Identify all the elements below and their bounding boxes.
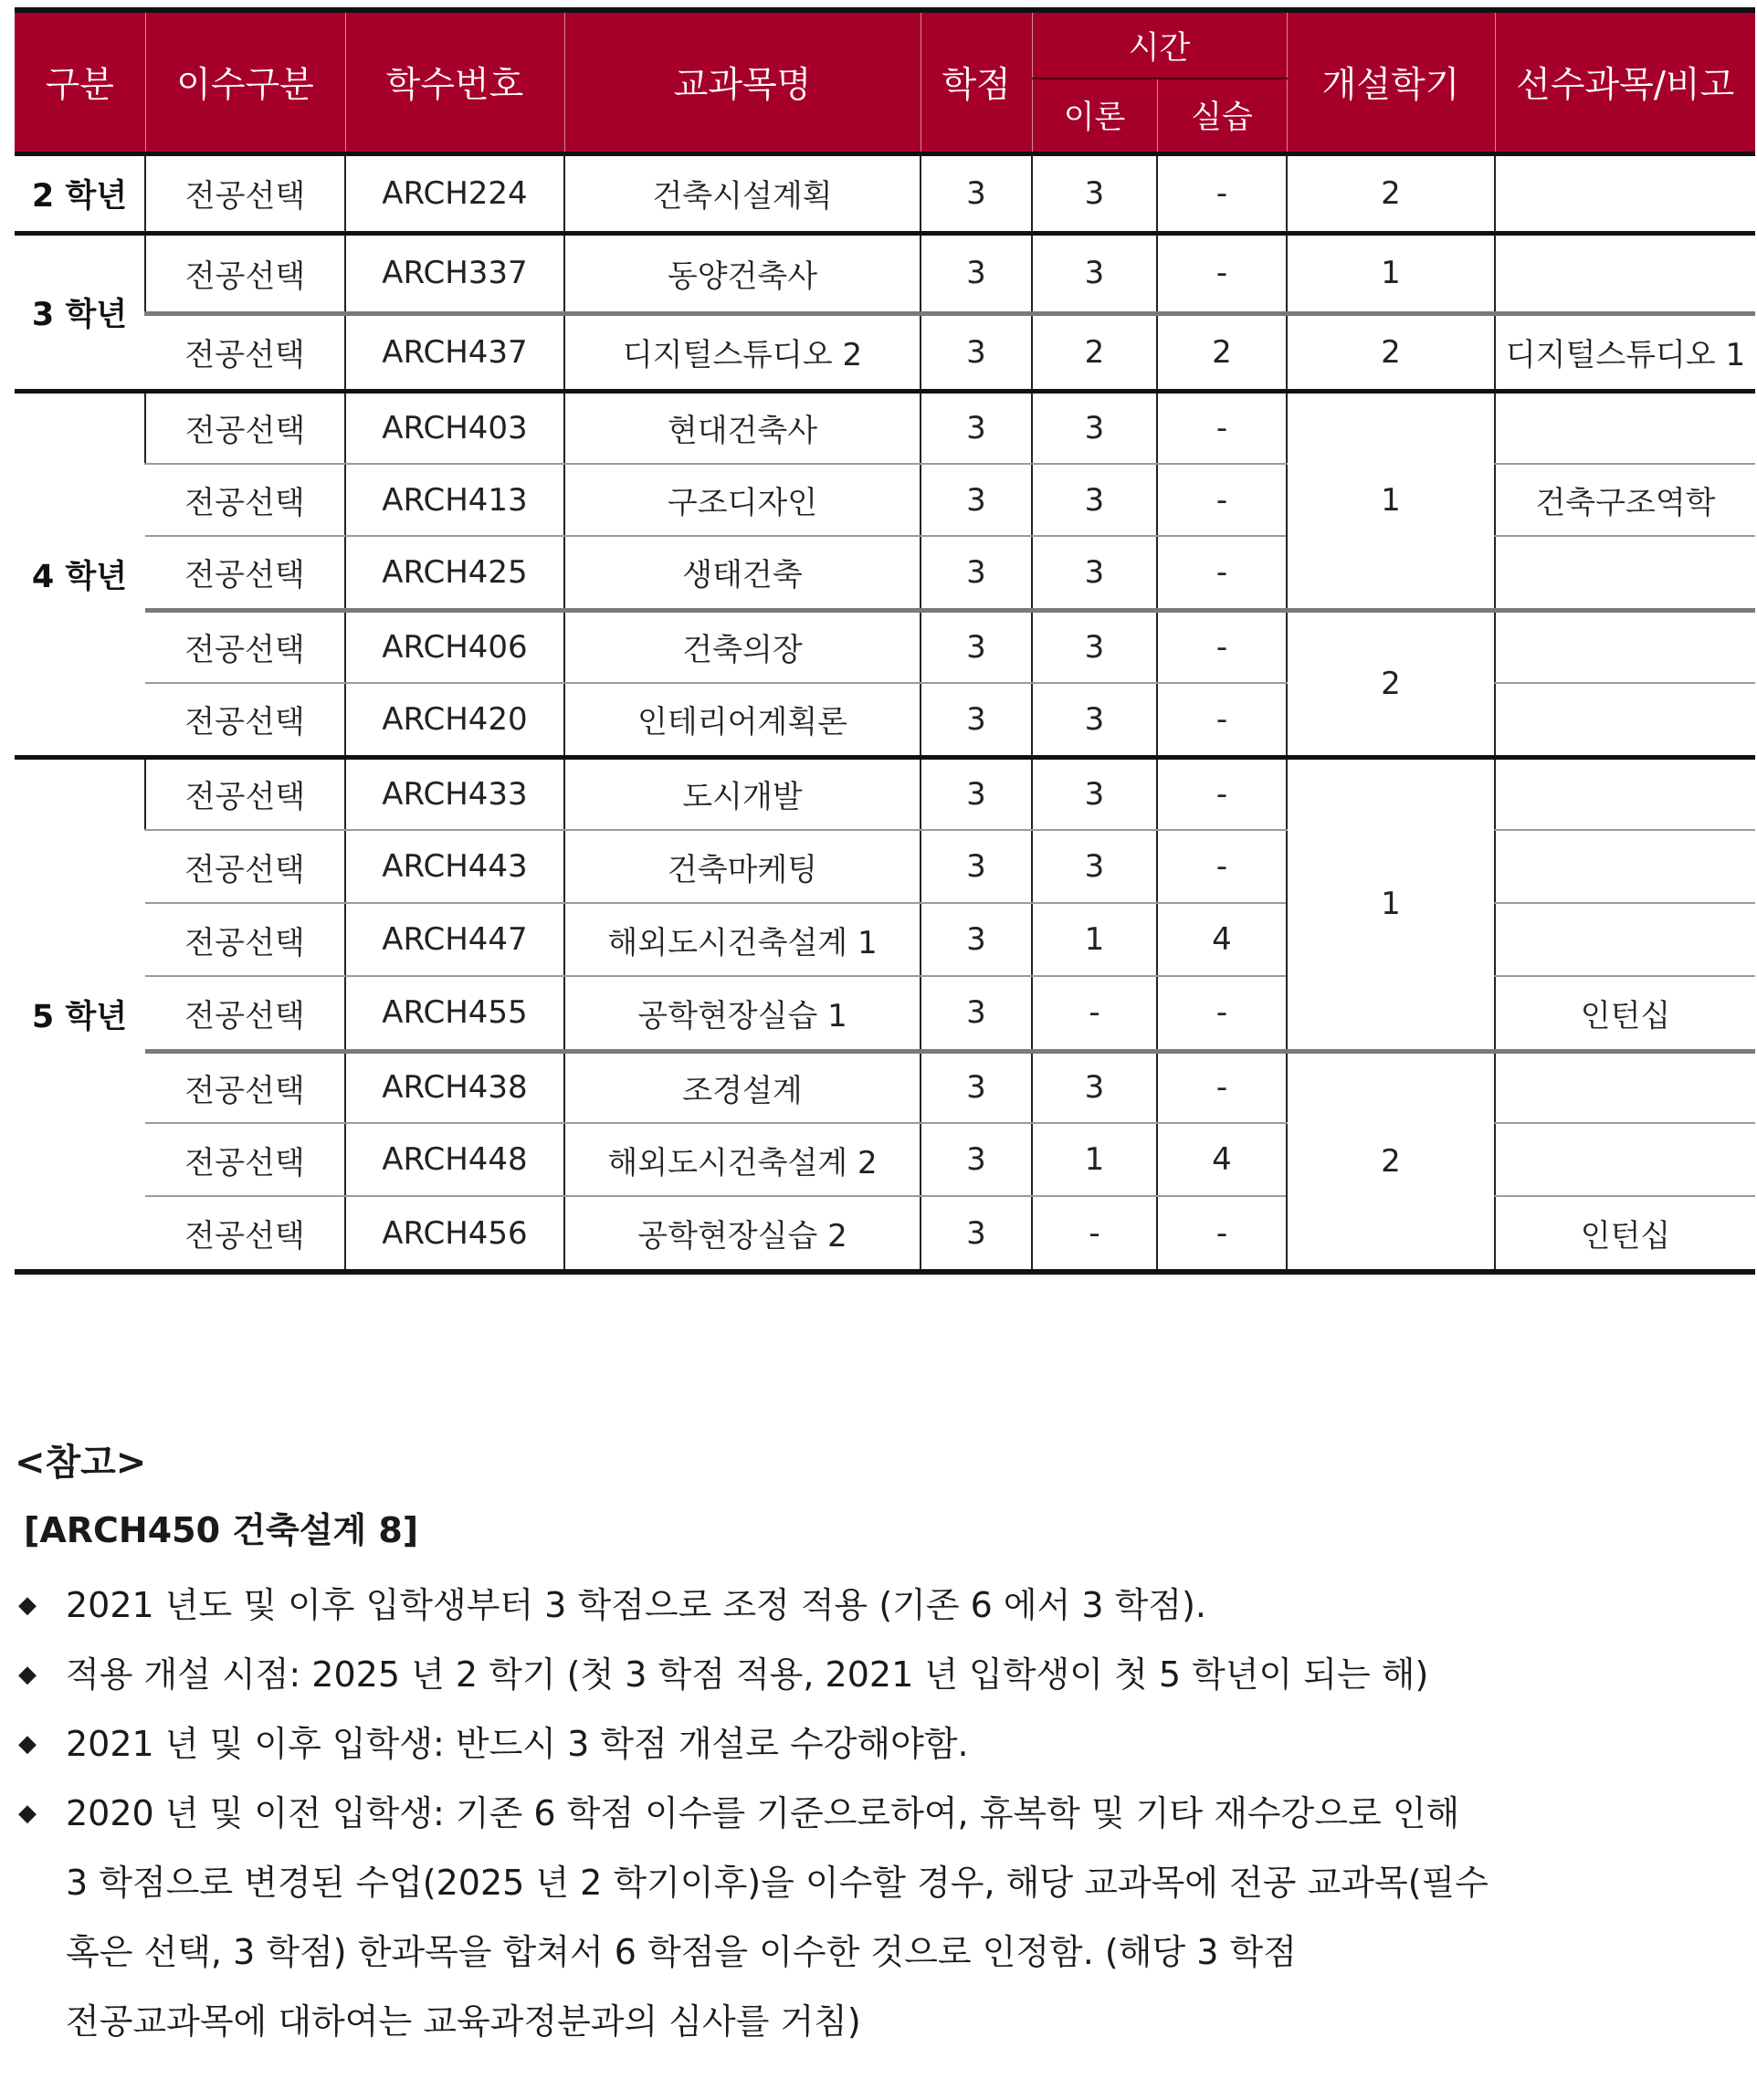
course-note [1495,391,1755,464]
course-note: 디지털스튜디오 1 [1495,313,1755,391]
course-code: ARCH438 [345,1051,564,1123]
header-credit: 학점 [921,10,1032,153]
header-theory: 이론 [1032,79,1157,153]
course-semester: 2 [1287,153,1495,233]
course-theory: 3 [1032,153,1157,233]
course-practice: 4 [1157,1123,1287,1196]
note-text: 2020 년 및 이전 입학생: 기존 6 학점 이수를 기준으로하여, 휴복학 및 기타 재수강으로 인해 3 학점으로 변경된 수업(2025 년 2 학기이후)을 이수할 경우, 해당 교과목에 전공 교과목(필수 혹은 선택, 3 학점) 한과목을 합쳐서 6 학점을 이수한 것으로 인정함. (해당 3 학점 전공교과목에 대하여는 교육과정분과의 심사를 거침) [66,1793,1489,2042]
course-credit: 3 [921,391,1032,464]
course-note [1495,1051,1755,1123]
course-type: 전공선택 [145,1196,345,1272]
course-name: 디지털스튜디오 2 [564,313,921,391]
course-practice: - [1157,233,1287,313]
course-type: 전공선택 [145,464,345,536]
course-practice: 4 [1157,903,1287,976]
table-row [15,233,1755,313]
note-text: 2021 년 및 이후 입학생: 반드시 3 학점 개설로 수강해야함. [66,1724,969,1764]
course-theory: - [1032,976,1157,1051]
course-semester: 2 [1287,1051,1495,1272]
course-code: ARCH437 [345,313,564,391]
diamond-bullet-icon: ◆ [18,1661,37,1688]
course-note [1495,903,1755,976]
list-item [15,1709,1731,1779]
year-cell: 4 학년 [15,391,145,757]
course-type: 전공선택 [145,757,345,830]
header-hours: 시간 [1032,10,1287,79]
course-name: 공학현장실습 2 [564,1196,921,1272]
course-semester: 1 [1287,757,1495,1051]
table-row [15,1051,1755,1123]
list-item [15,1640,1731,1709]
course-semester: 2 [1287,313,1495,391]
course-practice: - [1157,976,1287,1051]
table-row [15,976,1755,1051]
course-type: 전공선택 [145,313,345,391]
diamond-bullet-icon: ◆ [18,1730,37,1758]
course-code: ARCH448 [345,1123,564,1196]
course-theory: 3 [1032,233,1157,313]
course-code: ARCH447 [345,903,564,976]
course-theory: 3 [1032,1051,1157,1123]
header-category: 구분 [15,10,145,153]
table-row [15,830,1755,903]
course-name: 건축시설계획 [564,153,921,233]
course-theory: 3 [1032,536,1157,610]
table-row [15,313,1755,391]
course-note [1495,1123,1755,1196]
course-practice: - [1157,536,1287,610]
notes-list [15,1570,1731,2056]
course-practice: - [1157,391,1287,464]
header-semester: 개설학기 [1287,10,1495,153]
course-code: ARCH443 [345,830,564,903]
note-text: 적용 개설 시점: 2025 년 2 학기 (첫 3 학점 적용, 2021 년 입학생이 첫 5 학년이 되는 해) [66,1654,1429,1695]
header-code: 학수번호 [345,10,564,153]
course-credit: 3 [921,903,1032,976]
notes-subtitle: [ARCH450 건축설계 8] [24,1510,419,1550]
course-name: 건축의장 [564,610,921,683]
course-practice: - [1157,1196,1287,1272]
course-note: 인턴십 [1495,1196,1755,1272]
course-note [1495,536,1755,610]
table-row [15,1196,1755,1272]
course-credit: 3 [921,233,1032,313]
course-credit: 3 [921,1051,1032,1123]
course-code: ARCH413 [345,464,564,536]
course-type: 전공선택 [145,683,345,757]
course-code: ARCH337 [345,233,564,313]
course-credit: 3 [921,313,1032,391]
course-practice: - [1157,683,1287,757]
course-credit: 3 [921,830,1032,903]
course-type: 전공선택 [145,1051,345,1123]
course-credit: 3 [921,757,1032,830]
course-semester: 2 [1287,610,1495,757]
course-practice: - [1157,757,1287,830]
course-theory: 3 [1032,757,1157,830]
course-note: 인턴십 [1495,976,1755,1051]
course-name: 현대건축사 [564,391,921,464]
course-type: 전공선택 [145,830,345,903]
course-name: 공학현장실습 1 [564,976,921,1051]
course-credit: 3 [921,976,1032,1051]
course-code: ARCH456 [345,1196,564,1272]
course-note: 건축구조역학 [1495,464,1755,536]
course-name: 생태건축 [564,536,921,610]
course-type: 전공선택 [145,391,345,464]
table-row [15,153,1755,233]
header-type: 이수구분 [145,10,345,153]
course-type: 전공선택 [145,903,345,976]
course-name: 건축마케팅 [564,830,921,903]
course-code: ARCH420 [345,683,564,757]
course-theory: 3 [1032,610,1157,683]
notes-title: <참고> [15,1442,147,1484]
course-name: 해외도시건축설계 1 [564,903,921,976]
course-type: 전공선택 [145,536,345,610]
course-theory: 3 [1032,464,1157,536]
course-note [1495,683,1755,757]
course-practice: - [1157,1051,1287,1123]
table-row [15,683,1755,757]
course-credit: 3 [921,1123,1032,1196]
course-note [1495,153,1755,233]
reference-notes [15,1433,1731,2056]
course-name: 동양건축사 [564,233,921,313]
year-cell: 2 학년 [15,153,145,233]
year-cell: 5 학년 [15,757,145,1272]
course-name: 해외도시건축설계 2 [564,1123,921,1196]
table-row [15,757,1755,830]
table-row [15,1123,1755,1196]
course-name: 인테리어계획론 [564,683,921,757]
diamond-bullet-icon: ◆ [18,1591,37,1619]
course-credit: 3 [921,1196,1032,1272]
course-name: 도시개발 [564,757,921,830]
course-theory: 1 [1032,1123,1157,1196]
course-code: ARCH403 [345,391,564,464]
year-cell: 3 학년 [15,233,145,391]
diamond-bullet-icon: ◆ [18,1800,37,1827]
course-note [1495,610,1755,683]
course-code: ARCH406 [345,610,564,683]
course-note [1495,757,1755,830]
header-name: 교과목명 [564,10,921,153]
course-name: 조경설계 [564,1051,921,1123]
course-code: ARCH425 [345,536,564,610]
table-row [15,391,1755,464]
course-practice: 2 [1157,313,1287,391]
course-theory: 3 [1032,830,1157,903]
course-credit: 3 [921,536,1032,610]
course-theory: - [1032,1196,1157,1272]
course-type: 전공선택 [145,153,345,233]
course-practice: - [1157,610,1287,683]
table-row [15,610,1755,683]
course-type: 전공선택 [145,610,345,683]
course-practice: - [1157,153,1287,233]
table-row [15,903,1755,976]
course-credit: 3 [921,683,1032,757]
course-note [1495,233,1755,313]
course-theory: 1 [1032,903,1157,976]
table-row [15,464,1755,536]
course-note [1495,830,1755,903]
course-semester: 1 [1287,233,1495,313]
list-item [15,1779,1731,2056]
header-prereq: 선수과목/비고 [1495,10,1755,153]
course-credit: 3 [921,464,1032,536]
table-row [15,536,1755,610]
course-semester: 1 [1287,391,1495,610]
course-code: ARCH224 [345,153,564,233]
course-credit: 3 [921,610,1032,683]
course-practice: - [1157,830,1287,903]
course-type: 전공선택 [145,1123,345,1196]
note-text: 2021 년도 및 이후 입학생부터 3 학점으로 조정 적용 (기존 6 에서 3 학점). [66,1585,1206,1625]
course-type: 전공선택 [145,976,345,1051]
list-item [15,1570,1731,1640]
curriculum-table [15,7,1755,1275]
course-theory: 3 [1032,683,1157,757]
course-practice: - [1157,464,1287,536]
course-code: ARCH433 [345,757,564,830]
header-practice: 실습 [1157,79,1287,153]
course-theory: 2 [1032,313,1157,391]
course-credit: 3 [921,153,1032,233]
course-theory: 3 [1032,391,1157,464]
course-type: 전공선택 [145,233,345,313]
course-code: ARCH455 [345,976,564,1051]
course-name: 구조디자인 [564,464,921,536]
